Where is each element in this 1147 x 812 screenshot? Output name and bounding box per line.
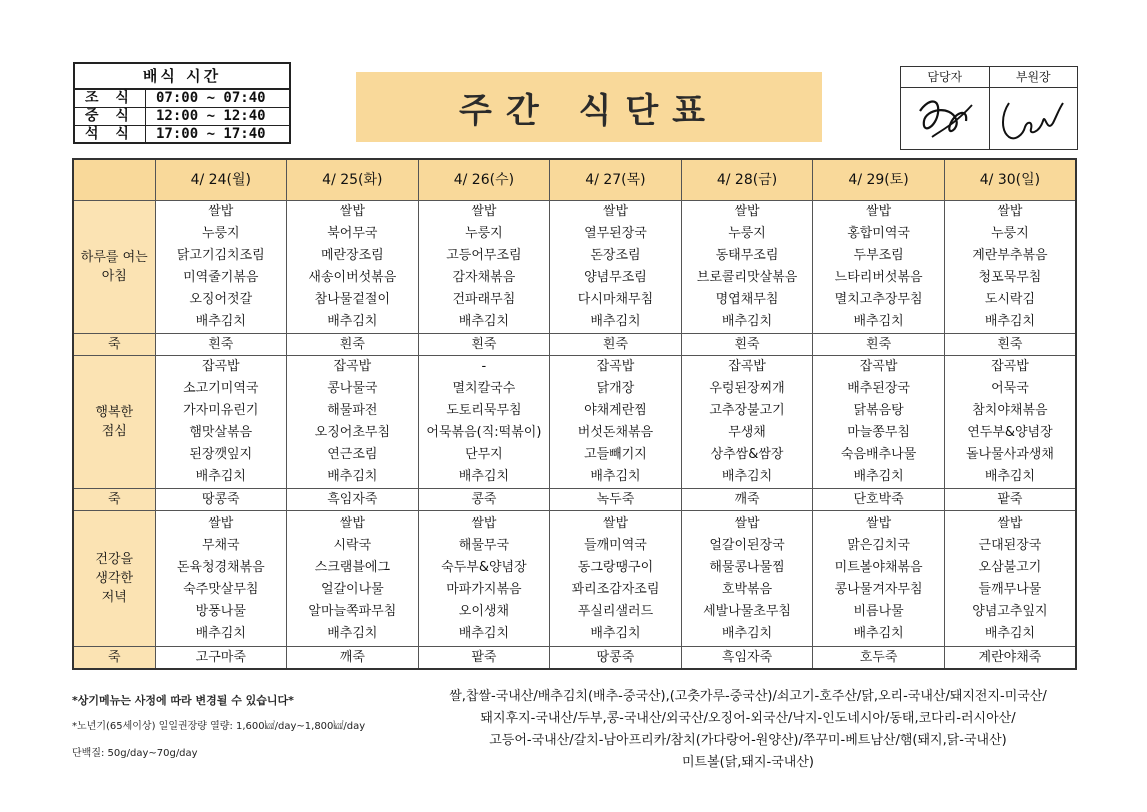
dish-item: 쌀밥: [997, 515, 1023, 531]
page-title: 주간 식단표: [458, 90, 720, 131]
dish-item: 잡곡밥: [201, 359, 240, 374]
dish-item: 양념무조림: [584, 270, 647, 285]
dish-item: 배추김치: [458, 469, 510, 484]
origin-line: 고등어-국내산/갈치-남아프리카/참치(가다랑어-원양산)/쭈꾸미-베트남산/햄(돼지,닭-국내산): [489, 733, 1007, 748]
dish-item: 쌀밥: [339, 515, 365, 531]
row-label-line: 생각한: [95, 571, 134, 586]
dish-item: 돌나물사과생채: [965, 447, 1054, 462]
breakfast-menu-cell: [944, 201, 1076, 334]
dish-item: 양념고추잎지: [972, 603, 1048, 619]
porridge-row-label: 죽: [73, 334, 155, 356]
dish-item: 누룽지: [201, 226, 240, 241]
dish-item: 배추김치: [327, 625, 378, 641]
lunch-menu-cell: [944, 356, 1076, 489]
corner-cell: [73, 159, 155, 201]
dish-item: 야채계란찜: [584, 403, 647, 418]
date-header-row: [73, 159, 1076, 201]
dish-item: 무채국: [201, 537, 240, 553]
dish-item: 도시락김: [984, 292, 1036, 307]
porridge-cell: 팥죽: [418, 647, 550, 670]
dish-item: 쌀밥: [866, 204, 892, 219]
dish-item: 잡곡밥: [596, 359, 635, 374]
serving-time-table: [75, 90, 289, 143]
porridge-cell: 콩죽: [418, 489, 550, 511]
dish-item: 마파가지볶음: [446, 581, 522, 597]
dish-item: 배추김치: [853, 314, 904, 329]
dish-item: 소고기미역국: [183, 381, 259, 396]
porridge-cell: 팥죽: [944, 489, 1076, 511]
dish-item: 누룽지: [991, 226, 1029, 241]
dinner-menu-cell: [418, 511, 550, 647]
origin-line: 쌀,찹쌀-국내산/배추김치(배추-중국산),(고춧가루-중국산)/쇠고기-호주산/닭,오리-국내산/돼지전지-미국산/: [449, 689, 1047, 704]
dish-item: 배추김치: [721, 625, 773, 641]
date-header-cell: 4/ 29(토): [813, 159, 945, 201]
dish-item: -: [481, 359, 487, 374]
handwritten-signature-icon: [910, 91, 980, 147]
breakfast-row-label: [73, 201, 155, 334]
serving-meal-time: 17:00 ~ 17:40: [156, 126, 266, 142]
dish-item: 홍합미역국: [847, 226, 910, 241]
dish-item: 잡곡밥: [333, 359, 372, 374]
dish-item: 감자채볶음: [452, 270, 516, 285]
dish-item: 세발나물초무침: [703, 603, 791, 619]
dish-item: 연두부&양념장: [967, 425, 1053, 440]
signature-label: 부원장: [990, 67, 1078, 88]
date-header-cell: 4/ 24(월): [155, 159, 287, 201]
serving-meal-time: 07:00 ~ 07:40: [146, 90, 290, 108]
porridge-cell: 흰죽: [418, 334, 550, 356]
dish-item: 얼갈이된장국: [709, 537, 785, 553]
dish-item: 배추김치: [721, 314, 773, 329]
dish-item: 가자미유린기: [183, 403, 259, 418]
date-header-cell: 4/ 26(수): [418, 159, 550, 201]
porridge-cell: 단호박죽: [813, 489, 945, 511]
lunch-menu-cell: [287, 356, 419, 489]
porridge-cell: 깨죽: [681, 489, 813, 511]
lunch-menu-cell: [681, 356, 813, 489]
dish-item: 오이생채: [458, 603, 510, 619]
serving-meal-label: 석 식: [75, 126, 146, 144]
date-header-cell: 4/ 30(일): [944, 159, 1076, 201]
dish-item: 오삼불고기: [978, 559, 1042, 575]
signature-column-manager: [901, 67, 989, 149]
dish-item: 배추김치: [590, 314, 641, 329]
lunch-menu-cell: [813, 356, 945, 489]
breakfast-menu-cell: [813, 201, 945, 334]
date-header-cell: 4/ 28(금): [681, 159, 813, 201]
porridge-cell: 녹두죽: [550, 489, 682, 511]
dinner-menu-row: [73, 511, 1076, 647]
porridge-cell: 흑임자죽: [681, 647, 813, 670]
dish-item: 배추김치: [327, 314, 378, 329]
dish-item: 멸치고추장무침: [834, 292, 923, 307]
row-label-line: 점심: [101, 424, 127, 439]
dish-item: 잡곡밥: [991, 359, 1029, 374]
row-label-line: 행복한: [95, 405, 134, 420]
dish-item: 참나물겉절이: [314, 292, 391, 307]
lunch-menu-cell: [418, 356, 550, 489]
row-label-line: 아침: [101, 269, 127, 284]
dish-item: 쌀밥: [471, 515, 497, 531]
dish-item: 배추김치: [327, 469, 378, 484]
serving-meal-label: 조 식: [75, 90, 146, 108]
dish-item: 배추김치: [195, 625, 246, 641]
dish-item: 콩나물국: [327, 381, 378, 396]
calorie-recommendation: *노년기(65세이상) 일일권장량 열량: 1,600㎉/day~1,800㎉/day: [72, 721, 366, 732]
dish-item: 단무지: [465, 447, 503, 462]
dish-item: 들깨무나물: [978, 581, 1042, 597]
porridge-cell: 흰죽: [550, 334, 682, 356]
dish-item: 고추장불고기: [709, 403, 785, 418]
dish-item: 숙음배추나물: [840, 447, 917, 462]
dish-item: 닭볶음탕: [853, 403, 904, 418]
dish-item: 상추쌈&쌈장: [710, 447, 784, 462]
dish-item: 돈장조림: [590, 248, 641, 263]
porridge-row-label: 죽: [73, 489, 155, 511]
dish-item: 누룽지: [465, 226, 503, 241]
dish-item: 숙주맛살무침: [183, 581, 259, 597]
dish-item: 우렁된장찌개: [709, 381, 785, 396]
dinner-menu-cell: [155, 511, 287, 647]
dish-item: 마늘쫑무침: [847, 425, 910, 440]
dish-item: 연근조림: [327, 447, 378, 462]
porridge-row-label: 죽: [73, 647, 155, 670]
dish-item: 잡곡밥: [859, 359, 898, 374]
dish-item: 햄맛살볶음: [189, 425, 253, 440]
dish-item: 열무된장국: [584, 226, 647, 241]
dish-item: 동그랑땡구이: [577, 559, 654, 575]
porridge-cell: 고구마죽: [155, 647, 287, 670]
dish-item: 참치야채볶음: [972, 403, 1048, 418]
dish-item: 들깨미역국: [584, 537, 647, 553]
dish-item: 새송이버섯볶음: [308, 270, 397, 285]
dish-item: 푸실리샐러드: [577, 603, 654, 619]
dish-item: 배추김치: [590, 625, 641, 641]
dinner-row-label: [73, 511, 155, 647]
serving-row-breakfast: [75, 90, 289, 108]
protein-recommendation: 단백질: 50g/day~70g/day: [72, 748, 198, 759]
weekly-menu-table: [72, 158, 1077, 670]
breakfast-menu-cell: [418, 201, 550, 334]
breakfast-menu-row: [73, 201, 1076, 334]
breakfast-menu-cell: [287, 201, 419, 334]
row-label-line: 저녁: [101, 590, 127, 605]
dish-item: 누룽지: [728, 226, 766, 241]
porridge-cell: 땅콩죽: [550, 647, 682, 670]
breakfast-porridge-row: [73, 334, 1076, 356]
porridge-cell: 땅콩죽: [155, 489, 287, 511]
signature-column-deputy: [989, 67, 1078, 149]
dish-item: 어묵국: [991, 381, 1029, 396]
dish-item: 쌀밥: [208, 515, 234, 531]
dish-item: 배추김치: [195, 469, 246, 484]
page-title-banner: [356, 72, 822, 142]
breakfast-menu-cell: [550, 201, 682, 334]
lunch-menu-row: [73, 356, 1076, 489]
dish-item: 배추김치: [853, 469, 904, 484]
dish-item: 다시마채무침: [577, 292, 654, 307]
dish-item: 배추김치: [590, 469, 641, 484]
dish-item: 멸치칼국수: [452, 381, 516, 396]
dish-item: 얼갈이나물: [320, 581, 384, 597]
origin-line: 미트볼(닭,돼지-국내산): [682, 755, 814, 770]
dish-item: 메란장조림: [320, 248, 384, 263]
dish-item: 근대된장국: [978, 537, 1042, 553]
dish-item: 배추된장국: [847, 381, 910, 396]
dish-item: 방풍나물: [195, 603, 246, 619]
dish-item: 오징어젓갈: [189, 292, 253, 307]
dish-item: 배추김치: [458, 314, 510, 329]
dish-item: 고들빼기지: [584, 447, 647, 462]
dish-item: 비름나물: [853, 603, 904, 619]
dinner-menu-cell: [681, 511, 813, 647]
dish-item: 쌀밥: [734, 204, 760, 219]
dish-item: 숙두부&양념장: [441, 559, 527, 575]
date-header-cell: 4/ 25(화): [287, 159, 419, 201]
dish-item: 해물무국: [458, 537, 510, 553]
serving-row-dinner: [75, 126, 289, 144]
dish-item: 동태무조림: [715, 248, 779, 263]
origin-line: 돼지후지-국내산/두부,콩-국내산/외국산/오징어-외국산/낙지-인도네시아/동태,코다리-러시아산/: [480, 711, 1016, 726]
porridge-cell: 깨죽: [287, 647, 419, 670]
signature-mark: [990, 88, 1078, 149]
porridge-cell: 흰죽: [287, 334, 419, 356]
dish-item: 쌀밥: [602, 515, 629, 531]
dish-item: 배추김치: [721, 469, 773, 484]
dish-item: 쌀밥: [734, 515, 760, 531]
serving-row-lunch: [75, 108, 289, 126]
serving-meal-time: 12:00 ~ 12:40: [146, 108, 290, 126]
dish-item: 건파래무침: [452, 292, 516, 307]
dinner-menu-cell: [813, 511, 945, 647]
dinner-menu-cell: [944, 511, 1076, 647]
dish-item: 오징어초무침: [314, 425, 391, 440]
dish-item: 돈육청경채볶음: [176, 559, 265, 575]
dinner-porridge-row: [73, 647, 1076, 670]
porridge-cell: 흰죽: [944, 334, 1076, 356]
dish-item: 쌀밥: [339, 204, 365, 219]
serving-meal-label: 중 식: [75, 108, 146, 126]
dish-item: 잡곡밥: [728, 359, 766, 374]
footer-notes: [72, 692, 412, 771]
dish-item: 청포묵무침: [978, 270, 1042, 285]
dinner-menu-cell: [550, 511, 682, 647]
porridge-cell: 흰죽: [155, 334, 287, 356]
dish-item: 배추김치: [984, 469, 1036, 484]
dish-item: 미트볼야채볶음: [834, 559, 923, 575]
dish-item: 쌀밥: [208, 204, 234, 219]
lunch-porridge-row: [73, 489, 1076, 511]
serving-time-box: [73, 62, 291, 144]
dish-item: 배추김치: [984, 314, 1036, 329]
dish-item: 호박볶음: [721, 581, 773, 597]
row-label-line: 건강을: [95, 552, 134, 567]
row-label-line: 하루를 여는: [80, 250, 148, 265]
porridge-cell: 흰죽: [813, 334, 945, 356]
dish-item: 맑은김치국: [847, 537, 910, 553]
ingredient-origin-info: [418, 686, 1078, 774]
dish-item: 해물콩나물찜: [709, 559, 785, 575]
dinner-menu-cell: [287, 511, 419, 647]
dish-item: 시락국: [333, 537, 372, 553]
lunch-menu-cell: [155, 356, 287, 489]
porridge-cell: 호두죽: [813, 647, 945, 670]
dish-item: 두부조림: [853, 248, 904, 263]
dish-item: 미역줄기볶음: [183, 270, 259, 285]
dish-item: 북어무국: [327, 226, 378, 241]
signature-label: 담당자: [901, 67, 989, 88]
dish-item: 쌀밥: [471, 204, 497, 219]
dish-item: 배추김치: [984, 625, 1036, 641]
dish-item: 배추김치: [458, 625, 510, 641]
dish-item: 된장깻잎지: [189, 447, 253, 462]
dish-item: 쌀밥: [997, 204, 1023, 219]
dish-item: 쌀밥: [866, 515, 892, 531]
dish-item: 배추김치: [853, 625, 904, 641]
signature-mark: [901, 88, 989, 149]
dish-item: 닭고기김치조림: [176, 248, 265, 263]
dish-item: 도토리묵무침: [446, 403, 522, 418]
dish-item: 버섯돈채볶음: [577, 425, 654, 440]
porridge-cell: 계란야채죽: [944, 647, 1076, 670]
breakfast-menu-cell: [155, 201, 287, 334]
dish-item: 알마늘쪽파무침: [308, 603, 397, 619]
dish-item: 명엽채무침: [715, 292, 779, 307]
approval-signature-box: [900, 66, 1078, 150]
serving-time-title: 배식 시간: [75, 64, 289, 90]
dish-item: 브로콜리맛살볶음: [696, 270, 798, 285]
date-header-cell: 4/ 27(목): [550, 159, 682, 201]
handwritten-signature-icon: [995, 91, 1071, 147]
porridge-cell: 흰죽: [681, 334, 813, 356]
dish-item: 느타리버섯볶음: [834, 270, 923, 285]
dish-item: 계란부추볶음: [972, 248, 1048, 263]
dish-item: 배추김치: [195, 314, 246, 329]
menu-change-notice: *상기메뉴는 사정에 따라 변경될 수 있습니다*: [72, 694, 294, 707]
dish-item: 무생채: [728, 425, 766, 440]
dish-item: 해물파전: [327, 403, 378, 418]
lunch-menu-cell: [550, 356, 682, 489]
porridge-cell: 흑임자죽: [287, 489, 419, 511]
dish-item: 꽈리조감자조림: [571, 581, 660, 597]
dish-item: 고등어무조림: [446, 248, 522, 263]
lunch-row-label: [73, 356, 155, 489]
dish-item: 쌀밥: [602, 204, 629, 219]
breakfast-menu-cell: [681, 201, 813, 334]
dish-item: 스크램블에그: [314, 559, 391, 575]
dish-item: 닭개장: [596, 381, 635, 396]
dish-item: 어묵볶음(직:떡볶이): [426, 425, 542, 440]
dish-item: 콩나물겨자무침: [834, 581, 923, 597]
